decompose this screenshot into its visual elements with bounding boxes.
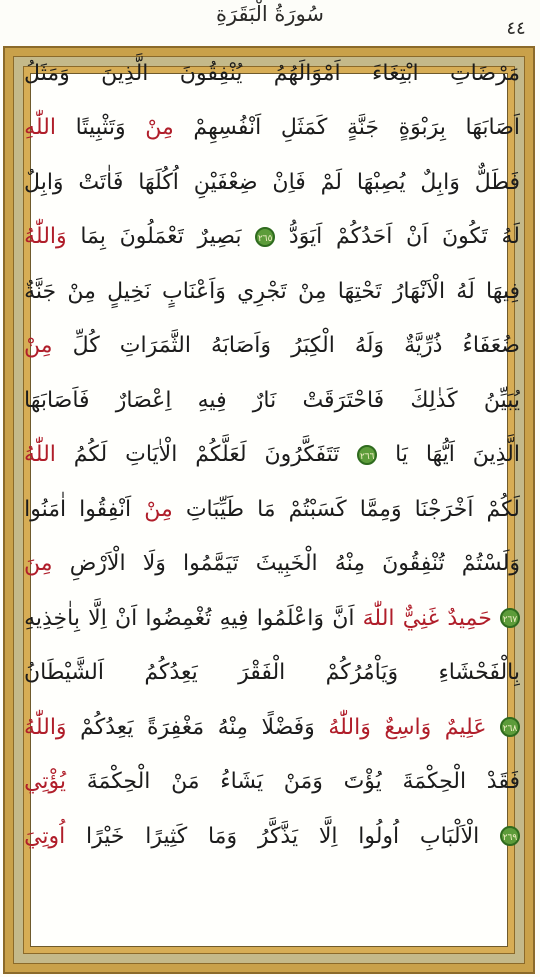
verse-word: فَقَدْ	[486, 769, 520, 795]
verse-word: طَيِّبَاتِ	[185, 496, 245, 522]
verse-word: وَيَاْمُرُكُمْ	[325, 660, 399, 686]
verse-word: ذُرِّيَّةٌ	[404, 333, 443, 359]
verse-word: عَلِيمٌ	[444, 714, 487, 740]
ayah-end-marker: ٢٦٧	[500, 608, 520, 628]
verse-line	[24, 755, 520, 810]
verse-word: لَعَلَّكُمْ	[195, 442, 247, 468]
verse-word: لَكُمْ	[486, 496, 520, 522]
verse-word: اِلَّا	[88, 605, 107, 631]
verse-word: اَحَدُكُمْ	[335, 224, 393, 250]
verse-word: تُنْفِقُونَ	[382, 551, 445, 577]
verse-word: لَهُ	[501, 224, 520, 250]
verse-word: تَجْرِي	[237, 278, 287, 304]
verse-word: يَذَّكَّرُ	[257, 823, 299, 849]
verse-word: لَمْ	[320, 169, 343, 195]
verse-lines	[24, 46, 520, 864]
verse-line	[24, 591, 520, 646]
verse-word: تَتَفَكَّرُونَ	[264, 442, 340, 468]
verse-word: فَطَلٌّ	[474, 169, 520, 195]
verse-word: وَتَثْبِيتًا	[75, 115, 126, 141]
verse-word: مِنْ	[298, 278, 327, 304]
verse-word: كَمَثَلِ	[280, 115, 328, 141]
verse-line	[24, 482, 520, 537]
verse-word: فِيهِ	[197, 387, 227, 413]
verse-word: اَخْرَجْنَا	[414, 496, 474, 522]
verse-word: اَمْوَالَهُمُ	[273, 60, 341, 86]
verse-line	[24, 210, 520, 265]
verse-word: وَمَا	[207, 823, 238, 849]
verse-word: بِالْفَحْشَاءِ	[438, 660, 520, 686]
verse-word: ضِعْفَيْنِ	[193, 169, 258, 195]
verse-word: نَارٌ	[252, 387, 277, 413]
verse-word: تَكُونَ	[442, 224, 488, 250]
verse-word: الْاَلْبَابِ	[419, 823, 480, 849]
verse-word: وَابِلٌ	[24, 169, 64, 195]
verse-word: اِعْصَارٌ	[115, 387, 172, 413]
verse-word: الَّذِينَ	[101, 60, 149, 86]
verse-word: كَسَبْتُمْ	[288, 496, 347, 522]
verse-word: الْاَرْضِ	[69, 551, 126, 577]
verse-word: وَلَسْتُمْ	[461, 551, 520, 577]
verse-word: لَهُ	[456, 278, 475, 304]
verse-word: كَثِيرًا	[145, 823, 188, 849]
verse-line	[24, 264, 520, 319]
verse-word: الْاٰيَاتِ	[125, 442, 178, 468]
verse-word: الْاَنْهَارُ	[392, 278, 446, 304]
verse-word: خَيْرًا	[86, 823, 125, 849]
verse-word: يَعِدُكُمُ	[144, 660, 198, 686]
verse-word: وَمَنْ	[283, 769, 323, 795]
verse-word: ابْتِغَاءَ	[372, 60, 419, 86]
verse-word: غَنِيٌّ	[402, 605, 440, 631]
ayah-end-marker: ٢٦٦	[357, 445, 377, 465]
verse-word: مِنْ	[145, 115, 174, 141]
verse-word: وَمَثَلُ	[24, 60, 70, 86]
verse-word: مِنْهُ	[334, 551, 365, 577]
verse-line	[24, 46, 520, 101]
verse-word: مَنْ	[171, 769, 200, 795]
verse-word: بِاٰخِذِيهِ	[24, 605, 80, 631]
verse-line	[24, 428, 520, 483]
verse-word: الْفَقْرَ	[238, 660, 286, 686]
verse-word: يَعِدُكُمْ	[80, 714, 134, 740]
verse-word: جَنَّةٍ	[346, 115, 379, 141]
verse-line	[24, 700, 520, 755]
verse-word: وَاللّٰهُ	[328, 714, 371, 740]
verse-word: يُنْفِقُونَ	[179, 60, 243, 86]
verse-word: مَا	[257, 496, 276, 522]
verse-word: مِنَ	[24, 551, 53, 577]
verse-word: نَخِيلٍ	[107, 278, 151, 304]
verse-word: يَا	[395, 442, 408, 468]
verse-word: مِنْهُ	[217, 714, 248, 740]
surah-title: سُورَةُ الْبَقَرَةِ	[215, 2, 325, 26]
verse-word: تَيَمَّمُوا	[182, 551, 239, 577]
verse-word: اَلشَّيْطَانُ	[24, 660, 105, 686]
verse-word: ضُعَفَاءُ	[462, 333, 520, 359]
verse-line	[24, 319, 520, 374]
verse-line	[24, 155, 520, 210]
verse-word: الْخَبِيثَ	[255, 551, 318, 577]
verse-word: مِنْ	[67, 278, 96, 304]
verse-word: وَلَا	[142, 551, 166, 577]
verse-word: مَغْفِرَةً	[147, 714, 205, 740]
verse-word: مَرْضَاتِ	[449, 60, 520, 86]
verse-word: وَلَهُ	[354, 333, 385, 359]
verse-word: الَّذِينَ	[472, 442, 520, 468]
verse-word: اُوتِيَ	[24, 823, 66, 849]
verse-word: وَاللّٰهُ	[24, 224, 67, 250]
verse-word: فِيهِ	[219, 605, 249, 631]
verse-word: كَذٰلِكَ	[410, 387, 458, 413]
verse-word: حَمِيدٌ	[447, 605, 492, 631]
verse-word: يُصِبْهَا	[356, 169, 406, 195]
verse-line	[24, 537, 520, 592]
verse-word: يَشَاءُ	[220, 769, 264, 795]
ayah-end-marker: ٢٦٩	[500, 826, 520, 846]
verse-word: يُؤْتَ	[343, 769, 382, 795]
verse-word: وَفَضْلًا	[261, 714, 315, 740]
verse-word: بَصِيرٌ	[197, 224, 242, 250]
verse-word: اللّٰهَ	[362, 605, 395, 631]
verse-word: اُكُلَهَا	[138, 169, 179, 195]
verse-word: جَنَّةٌ	[24, 278, 57, 304]
verse-word: اللّٰهُ	[24, 442, 56, 468]
verse-line	[24, 809, 520, 864]
verse-word: وَاَصَابَهُ	[211, 333, 272, 359]
verse-word: فَاِنْ	[272, 169, 306, 195]
verse-line	[24, 101, 520, 156]
ayah-end-marker: ٢٦٥	[255, 227, 275, 247]
page-header	[0, 0, 540, 46]
verse-word: وَاعْلَمُوا	[256, 605, 325, 631]
verse-word: فَاَصَابَهَا	[24, 387, 90, 413]
verse-word: اَنَّ	[332, 605, 355, 631]
verse-word: الثَّمَرَاتِ	[119, 333, 191, 359]
verse-word: اَيَوَدُّ	[288, 224, 323, 250]
verse-word: وَاللّٰهُ	[24, 714, 67, 740]
verse-word: تَحْتِهَا	[337, 278, 382, 304]
verse-word: اَنْفُسِهِمْ	[193, 115, 262, 141]
verse-word: الْحِكْمَةَ	[86, 769, 151, 795]
verse-word: اٰمَنُوا	[24, 496, 67, 522]
verse-word: فَاحْتَرَقَتْ	[302, 387, 385, 413]
verse-word: مِنْ	[144, 496, 173, 522]
verse-word: وَابِلٌ	[420, 169, 460, 195]
page-number: ٤٤	[506, 18, 526, 39]
verse-word: مِنْ	[24, 333, 53, 359]
verse-word: اَنْفِقُوا	[79, 496, 132, 522]
verse-word: لَكُمُ	[73, 442, 108, 468]
verse-word: بِرَبْوَةٍ	[398, 115, 446, 141]
verse-word: تَعْمَلُونَ	[119, 224, 184, 250]
verse-word: وَاسِعٌ	[384, 714, 432, 740]
verse-word: اَيُّهَا	[425, 442, 455, 468]
verse-word: فِيهَا	[486, 278, 520, 304]
verse-word: يُؤْتِي	[24, 769, 67, 795]
verse-word: اَنْ	[114, 605, 138, 631]
verse-word: اُولُوا	[358, 823, 400, 849]
verse-word: اَصَابَهَا	[465, 115, 520, 141]
verse-word: الْحِكْمَةَ	[402, 769, 467, 795]
verse-word: تُغْمِضُوا	[145, 605, 212, 631]
verse-line	[24, 373, 520, 428]
verse-word: يُبَيِّنُ	[483, 387, 520, 413]
verse-word: فَاٰتَتْ	[78, 169, 124, 195]
verse-word: وَمِمَّا	[359, 496, 402, 522]
verse-word: اَنْ	[406, 224, 429, 250]
verse-word: اِلَّا	[318, 823, 338, 849]
ayah-end-marker: ٢٦٨	[500, 717, 520, 737]
verse-word: بِمَا	[80, 224, 106, 250]
verse-line	[24, 646, 520, 701]
verse-word: الْكِبَرُ	[291, 333, 335, 359]
verse-word: وَاَعْنَابٍ	[161, 278, 226, 304]
verse-word: كُلِّ	[72, 333, 100, 359]
verse-word: اللّٰهِ	[24, 115, 56, 141]
